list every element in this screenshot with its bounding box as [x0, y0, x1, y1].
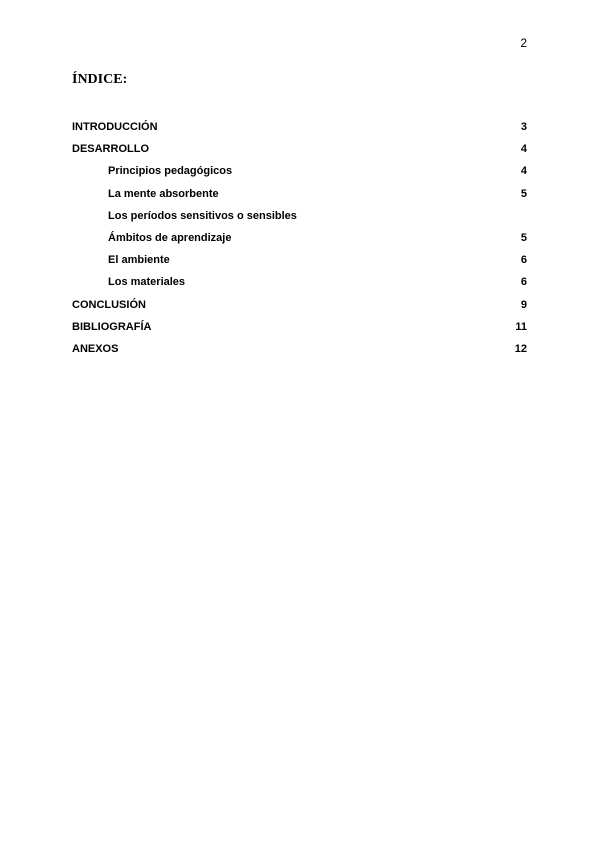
toc-entry-page: 5	[520, 187, 527, 200]
toc-entry-title: Los materiales	[108, 276, 186, 289]
toc-entry-title: BIBLIOGRAFÍA	[72, 320, 152, 333]
toc-entry-page: 5	[520, 232, 527, 245]
toc-entry-introduccion[interactable]	[72, 116, 527, 138]
toc-entry-page: 11	[515, 320, 527, 333]
toc-entry-el-ambiente[interactable]	[72, 249, 527, 271]
toc-entry-anexos[interactable]	[72, 338, 527, 360]
toc-entry-title: Ámbitos de aprendizaje	[108, 232, 232, 245]
toc-entry-title: INTRODUCCIÓN	[72, 121, 158, 134]
toc-entry-page: 6	[520, 276, 527, 289]
toc-entry-page: 4	[520, 143, 527, 156]
toc-entry-page: 9	[520, 298, 527, 311]
toc-entry-page: 6	[520, 254, 527, 267]
toc-entry-title: La mente absorbente	[108, 187, 219, 200]
toc-entry-los-materiales[interactable]	[72, 271, 527, 293]
toc-entry-mente-absorbente[interactable]	[72, 183, 527, 205]
toc-entry-ambitos-aprendizaje[interactable]	[72, 227, 527, 249]
toc-entry-principios-pedagogicos[interactable]	[72, 160, 527, 182]
toc-entry-conclusion[interactable]	[72, 294, 527, 316]
toc-entry-title: ANEXOS	[72, 342, 119, 355]
table-of-contents	[72, 116, 527, 360]
toc-entry-title: CONCLUSIÓN	[72, 298, 146, 311]
toc-entry-periodos-sensitivos[interactable]	[72, 205, 527, 227]
toc-entry-title: Principios pedagógicos	[108, 165, 233, 178]
toc-entry-page: 3	[520, 121, 527, 134]
page-number: 2	[520, 36, 527, 50]
toc-entry-bibliografia[interactable]	[72, 316, 527, 338]
toc-entry-page: 12	[514, 342, 527, 355]
toc-entry-title: El ambiente	[108, 254, 170, 267]
toc-entry-title: DESARROLLO	[72, 143, 149, 156]
toc-entry-page: 4	[520, 165, 527, 178]
toc-entry-desarrollo[interactable]	[72, 138, 527, 160]
toc-entry-title: Los períodos sensitivos o sensibles	[108, 209, 297, 222]
toc-heading: ÍNDICE:	[72, 72, 128, 87]
